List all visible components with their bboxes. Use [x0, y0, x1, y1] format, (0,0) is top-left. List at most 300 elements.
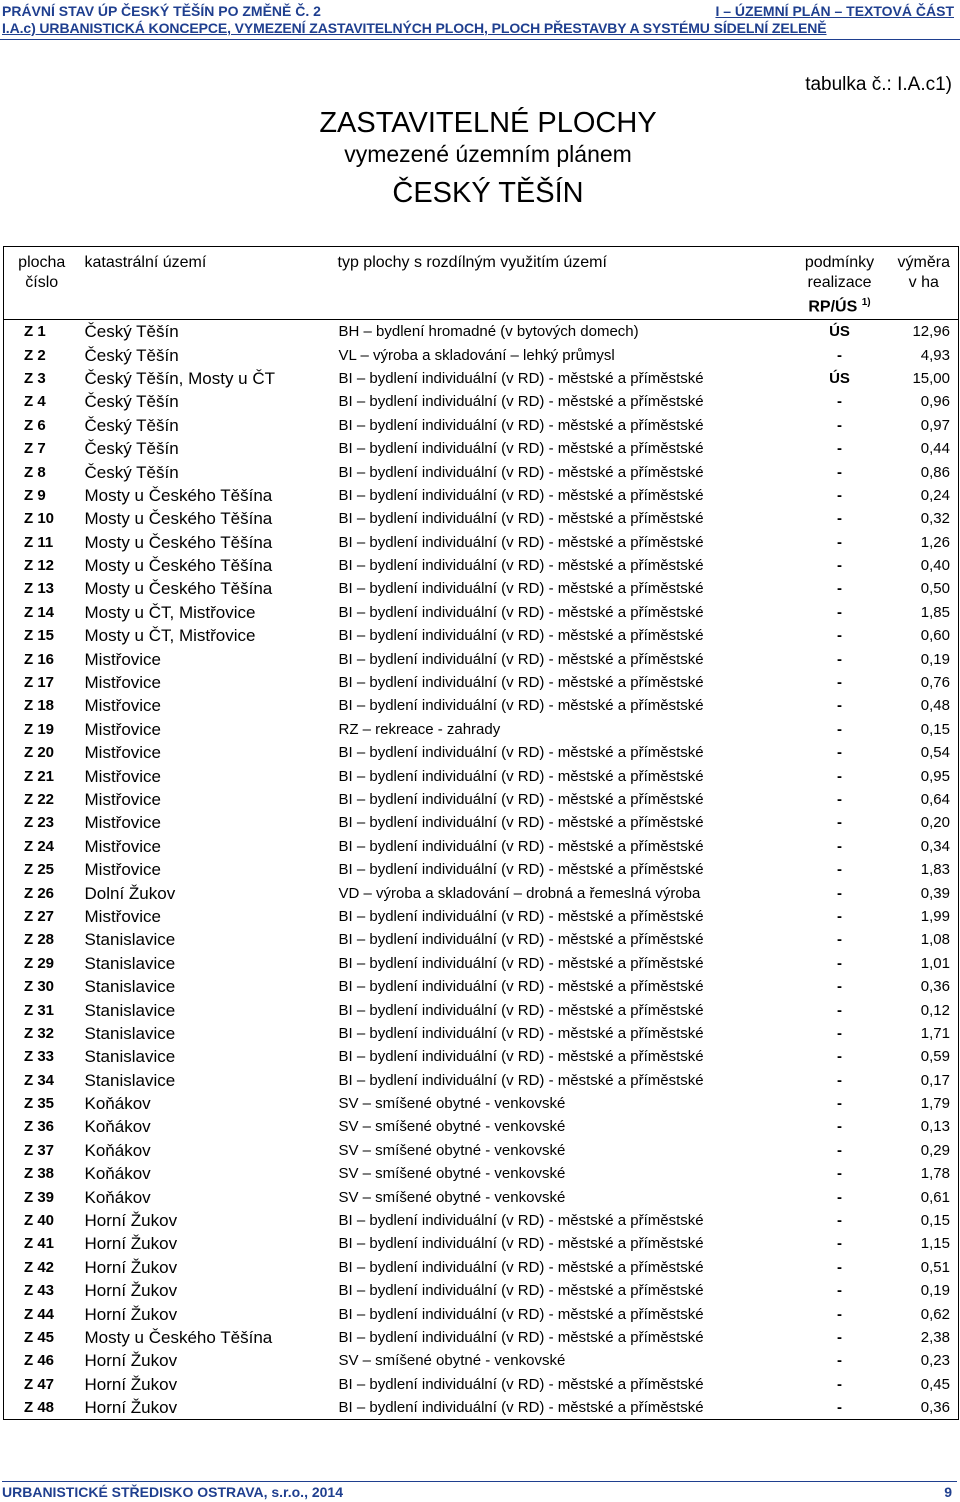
- cell-area-id: Z 42: [24, 1258, 55, 1276]
- cell-cadastral: Mistřovice: [84, 673, 162, 693]
- table-row: [4, 671, 959, 694]
- cell-cadastral: Stanislavice: [84, 1070, 176, 1090]
- table-row: [4, 1349, 959, 1372]
- table-row: [4, 998, 959, 1021]
- cell-conditions: -: [837, 1001, 842, 1019]
- cell-type: SV – smíšené obytné - venkovské: [338, 1095, 566, 1113]
- cell-type: BI – bydlení individuální (v RD) - městské a příměstské: [338, 650, 704, 668]
- cell-conditions: -: [837, 1118, 842, 1136]
- table-row: [4, 414, 959, 437]
- cell-area: 1,79: [920, 1095, 950, 1113]
- cell-area: 1,08: [920, 931, 950, 949]
- cell-area-id: Z 17: [24, 674, 55, 692]
- cell-conditions: -: [837, 1282, 842, 1300]
- header-rule: [0, 39, 960, 40]
- cell-cadastral: Stanislavice: [84, 1023, 176, 1043]
- cell-area: 1,78: [920, 1165, 950, 1183]
- cell-area-id: Z 37: [24, 1141, 55, 1159]
- cell-area-id: Z 9: [24, 486, 46, 504]
- page-number: 9: [944, 1484, 952, 1500]
- table-row: [4, 835, 959, 858]
- cell-area-id: Z 22: [24, 791, 55, 808]
- header-chapter-name: I.A.c) URBANISTICKÁ KONCEPCE, VYMEZENÍ ZASTAVITELNÝCH PLOCH, PLOCH PŘESTAVBY A SYSTÉMU SÍDELNÍ ZELENĚ: [2, 20, 827, 36]
- cell-conditions: -: [837, 580, 842, 598]
- cell-area-id: Z 28: [24, 931, 55, 949]
- cell-conditions: -: [837, 931, 842, 949]
- cell-area: 1,71: [920, 1024, 950, 1042]
- cell-area: 0,60: [920, 627, 950, 645]
- cell-type: BI – bydlení individuální (v RD) - městské a příměstské: [338, 627, 704, 645]
- table-row: [4, 1373, 959, 1396]
- cell-area-id: Z 1: [24, 323, 46, 341]
- cell-type: BI – bydlení individuální (v RD) - městské a příměstské: [338, 1048, 704, 1066]
- cell-area-id: Z 43: [24, 1282, 55, 1300]
- cell-area-id: Z 32: [24, 1024, 55, 1042]
- cell-cadastral: Mistřovice: [84, 790, 162, 809]
- header-part-name: I – ÚZEMNÍ PLÁN – TEXTOVÁ ČÁST: [715, 3, 954, 19]
- cell-type: BI – bydlení individuální (v RD) - městské a příměstské: [338, 814, 704, 832]
- cell-area-id: Z 47: [24, 1375, 55, 1393]
- cell-conditions: -: [837, 627, 842, 645]
- cell-conditions: -: [837, 814, 842, 832]
- cell-area: 0,13: [920, 1118, 950, 1136]
- cell-cadastral: Mosty u Českého Těšína: [84, 556, 273, 576]
- cell-conditions: -: [837, 1328, 842, 1346]
- cell-cadastral: Mosty u Českého Těšína: [84, 485, 273, 505]
- cell-area-id: Z 8: [24, 463, 46, 481]
- cell-area-id: Z 20: [24, 744, 55, 762]
- cell-type: VL – výroba a skladování – lehký průmysl: [338, 346, 615, 364]
- col-header-cislo: číslo: [25, 274, 59, 291]
- cell-area-id: Z 18: [24, 697, 55, 715]
- table-row: [4, 741, 959, 764]
- page-subtitle: vymezené územním plánem: [344, 141, 632, 167]
- cell-type: BI – bydlení individuální (v RD) - městské a příměstské: [338, 1328, 704, 1346]
- cell-cadastral: Koňákov: [84, 1094, 151, 1114]
- cell-area-id: Z 26: [24, 884, 55, 902]
- cell-conditions: -: [837, 1235, 842, 1253]
- cell-conditions: -: [837, 744, 842, 762]
- cell-area: 0,23: [920, 1352, 950, 1370]
- cell-area: 0,96: [920, 393, 950, 411]
- cell-conditions: -: [837, 720, 842, 738]
- table-row: [4, 1326, 959, 1349]
- cell-conditions: -: [837, 393, 842, 411]
- cell-cadastral: Mosty u Českého Těšína: [84, 1327, 273, 1347]
- cell-area: 0,15: [920, 720, 950, 738]
- table-row: [4, 905, 959, 928]
- cell-type: BI – bydlení individuální (v RD) - městské a příměstské: [338, 557, 704, 575]
- cell-cadastral: Mosty u Českého Těšína: [84, 509, 273, 529]
- table-header-row: [4, 247, 959, 320]
- cell-area: 0,48: [920, 697, 950, 715]
- cell-conditions: -: [837, 978, 842, 996]
- col-header-conditions-1: podmínky: [804, 254, 875, 271]
- cell-type: SV – smíšené obytné - venkovské: [338, 1188, 566, 1206]
- cell-conditions: -: [837, 1399, 842, 1417]
- cell-cadastral: Mistřovice: [84, 813, 162, 833]
- cell-cadastral: Mistřovice: [84, 696, 162, 716]
- cell-conditions: -: [837, 603, 842, 621]
- cell-conditions: -: [837, 416, 842, 434]
- cell-type: BI – bydlení individuální (v RD) - městské a příměstské: [338, 907, 704, 925]
- cell-area-id: Z 13: [24, 580, 55, 598]
- cell-area-id: Z 6: [24, 416, 46, 434]
- cell-area-id: Z 36: [24, 1118, 55, 1136]
- cell-area: 0,24: [920, 486, 950, 504]
- cell-area: 0,44: [920, 440, 950, 458]
- cell-area-id: Z 40: [24, 1212, 55, 1230]
- cell-conditions: -: [837, 1352, 842, 1370]
- cell-area-id: Z 16: [24, 650, 55, 668]
- cell-cadastral: Koňákov: [84, 1164, 151, 1184]
- cell-conditions: -: [837, 557, 842, 575]
- cell-conditions: -: [837, 861, 842, 879]
- table-row: [4, 881, 959, 904]
- cell-area: 0,19: [920, 1282, 950, 1300]
- cell-area: 0,36: [920, 978, 950, 996]
- cell-cadastral: Mistřovice: [84, 860, 162, 880]
- page-footer: [2, 1484, 952, 1500]
- cell-area: 0,97: [920, 416, 950, 434]
- cell-conditions: -: [837, 1024, 842, 1042]
- cell-area-id: Z 45: [24, 1328, 55, 1346]
- cell-area-id: Z 31: [24, 1001, 55, 1019]
- cell-type: SV – smíšené obytné - venkovské: [338, 1118, 566, 1136]
- cell-area-id: Z 27: [24, 907, 55, 925]
- table-row: [4, 1092, 959, 1115]
- cell-type: BI – bydlení individuální (v RD) - městské a příměstské: [338, 1024, 704, 1042]
- cell-type: BI – bydlení individuální (v RD) - městské a příměstské: [338, 767, 704, 785]
- cell-area-id: Z 48: [24, 1399, 55, 1417]
- table-row: [4, 647, 959, 670]
- cell-cadastral: Stanislavice: [84, 977, 176, 997]
- cell-conditions: -: [837, 954, 842, 972]
- cell-area-id: Z 44: [24, 1305, 55, 1323]
- page-title: ZASTAVITELNÉ PLOCHY: [319, 107, 657, 139]
- table-row: [4, 320, 959, 344]
- cell-type: BI – bydlení individuální (v RD) - městské a příměstské: [338, 1375, 704, 1393]
- table-row: [4, 1256, 959, 1279]
- cell-area-id: Z 25: [24, 861, 55, 879]
- cell-area-id: Z 30: [24, 978, 55, 996]
- table-row: [4, 343, 959, 366]
- running-header-line1: [0, 3, 960, 19]
- header-document-name: PRÁVNÍ STAV ÚP ČESKÝ TĚŠÍN PO ZMĚNĚ Č. 2: [2, 3, 321, 19]
- cell-conditions: -: [837, 1375, 842, 1393]
- cell-area: 0,15: [920, 1212, 950, 1230]
- table-row: [4, 928, 959, 951]
- cell-conditions: -: [837, 791, 842, 808]
- col-header-area-1: výměra: [897, 254, 950, 271]
- cell-type: VD – výroba a skladování – drobná a řemeslná výroba: [338, 884, 701, 902]
- cell-cadastral: Mistřovice: [84, 766, 162, 786]
- cell-area-id: Z 35: [24, 1095, 55, 1113]
- cell-area-id: Z 15: [24, 627, 55, 645]
- cell-type: BI – bydlení individuální (v RD) - městské a příměstské: [338, 837, 704, 855]
- cell-type: BI – bydlení individuální (v RD) - městské a příměstské: [338, 603, 704, 621]
- cell-conditions: -: [837, 486, 842, 504]
- table-row: [4, 1396, 959, 1420]
- cell-type: BI – bydlení individuální (v RD) - městské a příměstské: [338, 791, 704, 808]
- cell-area: 0,76: [920, 674, 950, 692]
- cell-cadastral: Mistřovice: [84, 649, 162, 669]
- cell-cadastral: Stanislavice: [84, 953, 176, 973]
- cell-area-id: Z 24: [24, 837, 55, 855]
- cell-conditions: -: [837, 533, 842, 551]
- cell-area: 0,59: [920, 1048, 950, 1066]
- cell-cadastral: Mosty u Českého Těšína: [84, 579, 273, 599]
- cell-area: 1,99: [920, 907, 950, 925]
- cell-area-id: Z 14: [24, 603, 55, 621]
- cell-cadastral: Horní Žukov: [84, 1351, 178, 1371]
- cell-cadastral: Mistřovice: [84, 836, 162, 856]
- cell-type: BI – bydlení individuální (v RD) - městské a příměstské: [338, 1071, 704, 1089]
- cell-area: 0,34: [920, 837, 950, 855]
- cell-cadastral: Stanislavice: [84, 1047, 176, 1067]
- cell-type: BI – bydlení individuální (v RD) - městské a příměstské: [338, 744, 704, 762]
- table-row: [4, 764, 959, 787]
- cell-cadastral: Mistřovice: [84, 719, 162, 739]
- cell-type: BI – bydlení individuální (v RD) - městské a příměstské: [338, 954, 704, 972]
- cell-area: 0,39: [920, 884, 950, 902]
- cell-type: SV – smíšené obytné - venkovské: [338, 1352, 566, 1370]
- cell-area-id: Z 11: [24, 533, 54, 551]
- cell-conditions: -: [837, 1141, 842, 1159]
- table-row: [4, 554, 959, 577]
- table-row: [4, 1162, 959, 1185]
- cell-area: 0,29: [920, 1141, 950, 1159]
- cell-area: 0,64: [920, 791, 950, 808]
- cell-cadastral: Mosty u Českého Těšína: [84, 532, 273, 552]
- cell-area: 15,00: [912, 369, 950, 387]
- cell-cadastral: Český Těšín: [84, 415, 179, 435]
- cell-area-id: Z 4: [24, 393, 46, 411]
- cell-area: 4,93: [920, 346, 950, 364]
- cell-type: BI – bydlení individuální (v RD) - městské a příměstské: [338, 1305, 704, 1323]
- cell-conditions: -: [837, 1165, 842, 1183]
- col-header-conditions: [790, 247, 890, 320]
- table-row: [4, 531, 959, 554]
- cell-cadastral: Horní Žukov: [84, 1257, 178, 1277]
- cell-type: BI – bydlení individuální (v RD) - městské a příměstské: [338, 978, 704, 996]
- table-row: [4, 484, 959, 507]
- table-row: [4, 1232, 959, 1255]
- cell-area-id: Z 10: [24, 510, 55, 528]
- cell-conditions: -: [837, 1305, 842, 1323]
- cell-area: 0,86: [920, 463, 950, 481]
- cell-type: BI – bydlení individuální (v RD) - městské a příměstské: [338, 393, 704, 411]
- cell-area-id: Z 2: [24, 346, 46, 364]
- cell-cadastral: Koňákov: [84, 1117, 151, 1137]
- running-header-line2: [0, 20, 960, 36]
- cell-area-id: Z 38: [24, 1165, 55, 1183]
- table-row: [4, 367, 959, 390]
- cell-conditions: -: [837, 346, 842, 364]
- table-row: [4, 1139, 959, 1162]
- table-row: [4, 1209, 959, 1232]
- cell-cadastral: Stanislavice: [84, 1000, 176, 1020]
- cell-type: BI – bydlení individuální (v RD) - městské a příměstské: [338, 510, 704, 528]
- cell-area-id: Z 3: [24, 369, 46, 387]
- cell-area: 0,54: [920, 744, 950, 762]
- cell-area: 0,95: [920, 767, 950, 785]
- cell-conditions: -: [837, 1258, 842, 1276]
- table-row: [4, 577, 959, 600]
- table-row: [4, 1185, 959, 1208]
- cell-type: BI – bydlení individuální (v RD) - městské a příměstské: [338, 369, 704, 387]
- cell-conditions: -: [837, 884, 842, 902]
- table-row: [4, 694, 959, 717]
- cell-type: RZ – rekreace - zahrady: [338, 720, 501, 738]
- table-row: [4, 811, 959, 834]
- cell-cadastral: Český Těšín, Mosty u ČT: [84, 368, 276, 388]
- cell-area-id: Z 34: [24, 1071, 55, 1089]
- cell-type: SV – smíšené obytné - venkovské: [338, 1141, 566, 1159]
- cell-area: 0,36: [920, 1399, 950, 1417]
- cell-type: BI – bydlení individuální (v RD) - městské a příměstské: [338, 580, 704, 598]
- table-row: [4, 460, 959, 483]
- footer-rule: [2, 1481, 957, 1482]
- table-row: [4, 390, 959, 413]
- cell-cadastral: Horní Žukov: [84, 1211, 178, 1231]
- cell-conditions: ÚS: [829, 369, 850, 387]
- col-header-type: typ plochy s rozdílným využitím území: [330, 247, 790, 320]
- cell-conditions: ÚS: [829, 323, 850, 341]
- footer-company: URBANISTICKÉ STŘEDISKO OSTRAVA, s.r.o., 2014: [2, 1484, 343, 1500]
- cell-area: 1,85: [920, 603, 950, 621]
- cell-type: BI – bydlení individuální (v RD) - městské a příměstské: [338, 1212, 704, 1230]
- cell-type: BI – bydlení individuální (v RD) - městské a příměstské: [338, 486, 704, 504]
- cell-cadastral: Horní Žukov: [84, 1281, 178, 1301]
- cell-type: BI – bydlení individuální (v RD) - městské a příměstské: [338, 1399, 704, 1417]
- cell-type: BI – bydlení individuální (v RD) - městské a příměstské: [338, 931, 704, 949]
- cell-conditions: -: [837, 837, 842, 855]
- cell-conditions: -: [837, 767, 842, 785]
- cell-area-id: Z 21: [24, 767, 55, 785]
- cell-area-id: Z 7: [24, 440, 46, 458]
- cell-area: 0,45: [920, 1375, 950, 1393]
- cell-area-id: Z 46: [24, 1352, 55, 1370]
- cell-area-id: Z 23: [24, 814, 55, 832]
- cell-type: BH – bydlení hromadné (v bytových domech): [338, 323, 639, 341]
- table-row: [4, 788, 959, 811]
- cell-type: BI – bydlení individuální (v RD) - městské a příměstské: [338, 416, 704, 434]
- cell-conditions: -: [837, 1188, 842, 1206]
- cell-cadastral: Český Těšín: [84, 439, 179, 459]
- cell-area: 0,17: [920, 1071, 950, 1089]
- cell-type: BI – bydlení individuální (v RD) - městské a příměstské: [338, 533, 704, 551]
- cell-area: 0,62: [920, 1305, 950, 1323]
- cell-cadastral: Horní Žukov: [84, 1374, 178, 1394]
- cell-area: 0,50: [920, 580, 950, 598]
- cell-area: 1,15: [920, 1235, 950, 1253]
- city-name: ČESKÝ TĚŠÍN: [392, 177, 584, 209]
- cell-type: SV – smíšené obytné - venkovské: [338, 1165, 566, 1183]
- col-header-area-number: [4, 247, 80, 320]
- cell-area: 0,20: [920, 814, 950, 832]
- cell-area-id: Z 29: [24, 954, 55, 972]
- table-row: [4, 952, 959, 975]
- cell-area-id: Z 12: [24, 557, 55, 575]
- cell-area-id: Z 41: [24, 1235, 55, 1253]
- cell-conditions: -: [837, 1048, 842, 1066]
- table-body: [4, 320, 959, 1420]
- cell-type: BI – bydlení individuální (v RD) - městské a příměstské: [338, 861, 704, 879]
- cell-type: BI – bydlení individuální (v RD) - městské a příměstské: [338, 674, 704, 692]
- cell-conditions: -: [837, 463, 842, 481]
- col-header-area: [890, 247, 959, 320]
- cell-cadastral: Český Těšín: [84, 462, 179, 482]
- table-row: [4, 437, 959, 460]
- cell-area: 1,83: [920, 861, 950, 879]
- cell-area: 0,19: [920, 650, 950, 668]
- cell-conditions: -: [837, 907, 842, 925]
- cell-area: 1,26: [920, 533, 950, 551]
- col-header-conditions-2: realizace: [807, 274, 872, 291]
- cell-cadastral: Český Těšín: [84, 345, 179, 365]
- table-row: [4, 1279, 959, 1302]
- table-row: [4, 507, 959, 530]
- cell-type: BI – bydlení individuální (v RD) - městské a příměstské: [338, 697, 704, 715]
- cell-cadastral: Koňákov: [84, 1140, 151, 1160]
- cell-cadastral: Mistřovice: [84, 906, 162, 926]
- cell-cadastral: Horní Žukov: [84, 1234, 178, 1254]
- table-row: [4, 601, 959, 624]
- table-row: [4, 1302, 959, 1325]
- cell-type: BI – bydlení individuální (v RD) - městské a příměstské: [338, 1282, 704, 1300]
- cell-cadastral: Horní Žukov: [84, 1304, 178, 1324]
- cell-conditions: -: [837, 697, 842, 715]
- cell-area-id: Z 39: [24, 1188, 55, 1206]
- cell-area-id: Z 19: [24, 720, 55, 738]
- col-header-area-2: v ha: [908, 274, 939, 291]
- cell-conditions: -: [837, 510, 842, 528]
- cell-cadastral: Stanislavice: [84, 930, 176, 950]
- cell-area: 0,32: [920, 510, 950, 528]
- cell-type: BI – bydlení individuální (v RD) - městské a příměstské: [338, 463, 704, 481]
- table-row: [4, 718, 959, 741]
- col-header-plocha: plocha: [18, 254, 66, 271]
- areas-table: [3, 246, 959, 1420]
- cell-type: BI – bydlení individuální (v RD) - městské a příměstské: [338, 1235, 704, 1253]
- cell-area: 0,40: [920, 557, 950, 575]
- cell-type: BI – bydlení individuální (v RD) - městské a příměstské: [338, 1001, 704, 1019]
- cell-area: 1,01: [920, 954, 950, 972]
- cell-cadastral: Mosty u ČT, Mistřovice: [84, 602, 256, 622]
- cell-area: 12,96: [912, 323, 950, 341]
- cell-conditions: -: [837, 440, 842, 458]
- cell-cadastral: Český Těšín: [84, 322, 179, 342]
- table-row: [4, 1069, 959, 1092]
- cell-cadastral: Mosty u ČT, Mistřovice: [84, 626, 256, 646]
- cell-conditions: -: [837, 650, 842, 668]
- col-header-conditions-footnote: 1): [861, 297, 871, 308]
- table-row: [4, 858, 959, 881]
- cell-conditions: -: [837, 1212, 842, 1230]
- cell-cadastral: Mistřovice: [84, 743, 162, 763]
- cell-area: 2,38: [920, 1328, 950, 1346]
- table-row: [4, 624, 959, 647]
- col-header-conditions-3: RP/ÚS: [808, 298, 858, 316]
- cell-area: 0,51: [920, 1258, 950, 1276]
- cell-type: BI – bydlení individuální (v RD) - městské a příměstské: [338, 440, 704, 458]
- table-row: [4, 1045, 959, 1068]
- table-row: [4, 975, 959, 998]
- cell-cadastral: Dolní Žukov: [84, 883, 176, 903]
- cell-area-id: Z 33: [24, 1048, 55, 1066]
- cell-conditions: -: [837, 1095, 842, 1113]
